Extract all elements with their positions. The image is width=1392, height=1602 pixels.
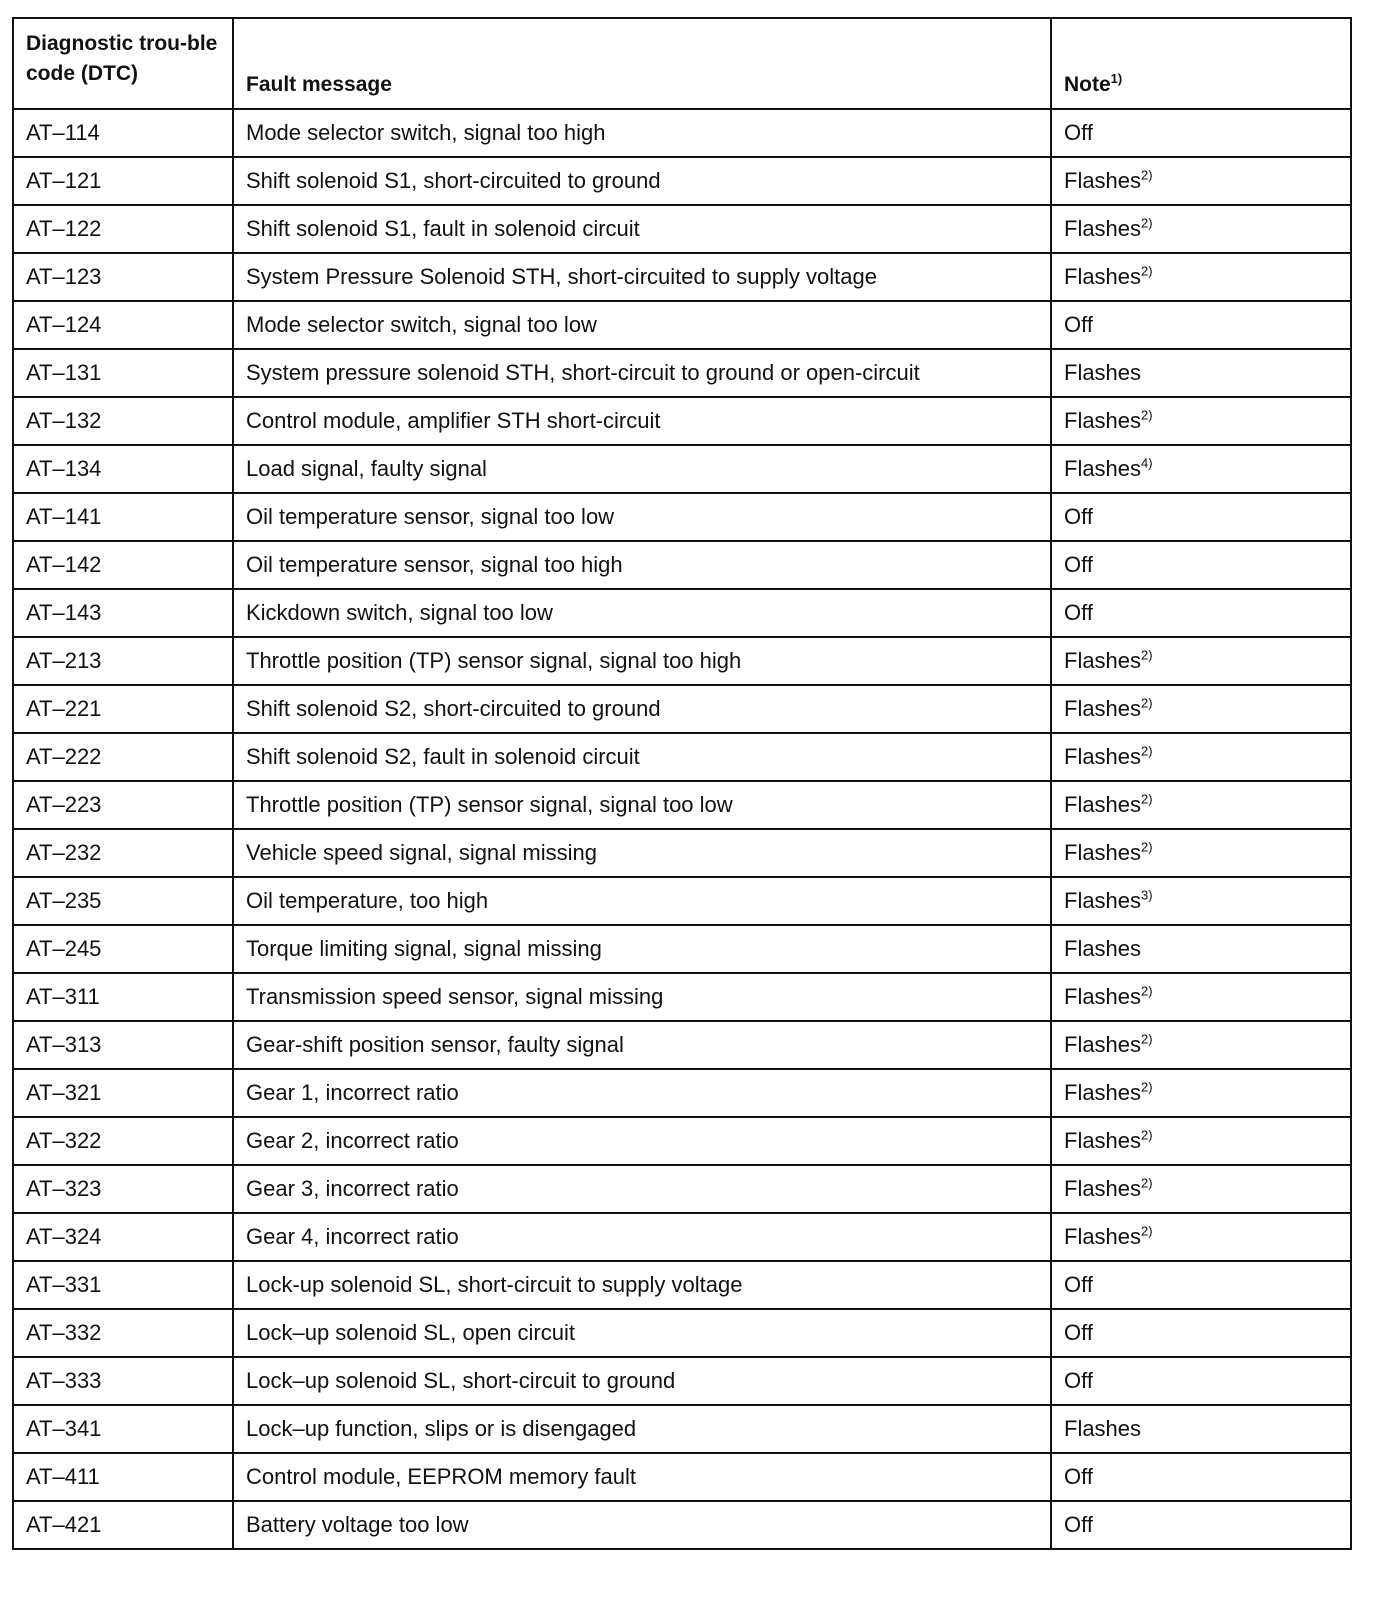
note-cell [1051,685,1351,733]
header-note-footnote: 1) [1110,71,1123,86]
note-footnote: 2) [1141,215,1153,231]
dtc-code-cell: AT–232 [13,829,233,877]
note-cell [1051,1165,1351,1213]
table-row [13,541,1351,589]
dtc-code-cell: AT–321 [13,1069,233,1117]
note-cell [1051,733,1351,781]
table-row [13,1453,1351,1501]
dtc-code-cell: AT–131 [13,349,233,397]
note-text: Off [1064,1320,1093,1345]
note-cell [1051,1213,1351,1261]
fault-message-cell: Gear 4, incorrect ratio [233,1213,1051,1261]
note-footnote: 2) [1141,983,1153,999]
dtc-code-cell: AT–322 [13,1117,233,1165]
note-cell [1051,301,1351,349]
table-row [13,829,1351,877]
note-cell [1051,637,1351,685]
dtc-code-cell: AT–311 [13,973,233,1021]
note-text: Flashes [1064,936,1142,961]
note-footnote: 2) [1141,791,1153,807]
fault-message-cell: Throttle position (TP) sensor signal, signal too low [233,781,1051,829]
dtc-code-cell: AT–223 [13,781,233,829]
fault-message-cell: Oil temperature sensor, signal too high [233,541,1051,589]
note-cell [1051,493,1351,541]
fault-message-cell: Shift solenoid S2, fault in solenoid circuit [233,733,1051,781]
note-cell [1051,877,1351,925]
note-cell [1051,1405,1351,1453]
dtc-code-cell: AT–122 [13,205,233,253]
fault-message-cell: Shift solenoid S1, fault in solenoid circuit [233,205,1051,253]
fault-message-cell: Transmission speed sensor, signal missing [233,973,1051,1021]
fault-message-cell: Lock–up solenoid SL, open circuit [233,1309,1051,1357]
table-row [13,397,1351,445]
dtc-code-cell: AT–141 [13,493,233,541]
note-footnote: 2) [1141,167,1153,183]
table-row [13,877,1351,925]
note-text: Flashes [1064,1128,1142,1153]
table-row [13,109,1351,157]
table-row [13,253,1351,301]
note-text: Flashes [1064,792,1142,817]
table-row [13,637,1351,685]
note-cell [1051,541,1351,589]
dtc-code-cell: AT–323 [13,1165,233,1213]
note-footnote: 3) [1141,887,1153,903]
fault-message-cell: Lock-up solenoid SL, short-circuit to supply voltage [233,1261,1051,1309]
dtc-code-cell: AT–331 [13,1261,233,1309]
fault-message-cell: Torque limiting signal, signal missing [233,925,1051,973]
note-text: Off [1064,1272,1093,1297]
note-text: Off [1064,1368,1093,1393]
dtc-code-cell: AT–332 [13,1309,233,1357]
note-text: Flashes [1064,456,1142,481]
note-footnote: 2) [1141,695,1153,711]
table-row [13,1357,1351,1405]
table-row [13,1501,1351,1549]
fault-message-cell: Gear 2, incorrect ratio [233,1117,1051,1165]
table-row [13,973,1351,1021]
note-cell [1051,781,1351,829]
header-row [13,18,1351,109]
fault-message-cell: Vehicle speed signal, signal missing [233,829,1051,877]
fault-message-cell: Control module, amplifier STH short-circuit [233,397,1051,445]
note-footnote: 2) [1141,263,1153,279]
note-text: Off [1064,1512,1093,1537]
note-text: Off [1064,1464,1093,1489]
note-cell [1051,109,1351,157]
table-row [13,445,1351,493]
table-row [13,1021,1351,1069]
table-row [13,1405,1351,1453]
note-cell [1051,205,1351,253]
note-text: Flashes [1064,984,1142,1009]
note-footnote: 4) [1141,455,1153,471]
dtc-code-cell: AT–235 [13,877,233,925]
note-text: Flashes [1064,744,1142,769]
note-text: Off [1064,600,1093,625]
note-text: Off [1064,552,1093,577]
note-text: Flashes [1064,1416,1142,1441]
fault-message-cell: Lock–up function, slips or is disengaged [233,1405,1051,1453]
header-fault-message: Fault message [233,18,1051,109]
note-text: Flashes [1064,1032,1142,1057]
table-row [13,205,1351,253]
table-row [13,589,1351,637]
note-text: Flashes [1064,408,1142,433]
note-footnote: 2) [1141,407,1153,423]
note-text: Flashes [1064,264,1142,289]
table-body [13,109,1351,1549]
note-cell [1051,829,1351,877]
note-text: Flashes [1064,648,1142,673]
note-text: Off [1064,120,1093,145]
note-cell [1051,1501,1351,1549]
dtc-code-cell: AT–313 [13,1021,233,1069]
note-text: Flashes [1064,1176,1142,1201]
fault-message-cell: Battery voltage too low [233,1501,1051,1549]
dtc-code-cell: AT–213 [13,637,233,685]
table-row [13,157,1351,205]
note-cell [1051,397,1351,445]
note-text: Flashes [1064,1224,1142,1249]
fault-message-cell: Shift solenoid S2, short-circuited to ground [233,685,1051,733]
note-text: Flashes [1064,168,1142,193]
dtc-code-cell: AT–134 [13,445,233,493]
fault-message-cell: Kickdown switch, signal too low [233,589,1051,637]
table-row [13,1261,1351,1309]
fault-message-cell: System pressure solenoid STH, short-circuit to ground or open-circuit [233,349,1051,397]
fault-message-cell: Load signal, faulty signal [233,445,1051,493]
table-row [13,1117,1351,1165]
note-cell [1051,589,1351,637]
note-cell [1051,1261,1351,1309]
dtc-code-cell: AT–143 [13,589,233,637]
table-header [13,18,1351,109]
table-row [13,685,1351,733]
dtc-code-cell: AT–245 [13,925,233,973]
dtc-code-cell: AT–324 [13,1213,233,1261]
note-text: Flashes [1064,360,1142,385]
table-row [13,781,1351,829]
note-cell [1051,1069,1351,1117]
fault-message-cell: Mode selector switch, signal too high [233,109,1051,157]
table-row [13,1165,1351,1213]
dtc-code-cell: AT–222 [13,733,233,781]
table-row [13,733,1351,781]
note-cell [1051,253,1351,301]
note-text: Flashes [1064,888,1142,913]
note-cell [1051,1117,1351,1165]
table-row [13,349,1351,397]
dtc-code-cell: AT–132 [13,397,233,445]
note-cell [1051,973,1351,1021]
dtc-table [12,17,1352,1550]
dtc-code-cell: AT–123 [13,253,233,301]
note-cell [1051,445,1351,493]
note-cell [1051,1309,1351,1357]
note-footnote: 2) [1141,1079,1153,1095]
dtc-code-cell: AT–341 [13,1405,233,1453]
note-footnote: 2) [1141,839,1153,855]
note-text: Flashes [1064,216,1142,241]
note-cell [1051,1357,1351,1405]
header-note [1051,18,1351,109]
fault-message-cell: Gear-shift position sensor, faulty signal [233,1021,1051,1069]
note-footnote: 2) [1141,1127,1153,1143]
note-footnote: 2) [1141,647,1153,663]
dtc-code-cell: AT–421 [13,1501,233,1549]
fault-message-cell: System Pressure Solenoid STH, short-circuited to supply voltage [233,253,1051,301]
dtc-code-cell: AT–124 [13,301,233,349]
note-text: Flashes [1064,696,1142,721]
fault-message-cell: Gear 3, incorrect ratio [233,1165,1051,1213]
note-cell [1051,925,1351,973]
note-text: Flashes [1064,840,1142,865]
fault-message-cell: Oil temperature, too high [233,877,1051,925]
header-dtc: Diagnostic trou-ble code (DTC) [13,18,233,109]
note-text: Off [1064,312,1093,337]
fault-message-cell: Shift solenoid S1, short-circuited to ground [233,157,1051,205]
note-cell [1051,349,1351,397]
note-cell [1051,157,1351,205]
fault-message-cell: Mode selector switch, signal too low [233,301,1051,349]
note-cell [1051,1453,1351,1501]
note-cell [1051,1021,1351,1069]
dtc-code-cell: AT–221 [13,685,233,733]
table-row [13,1309,1351,1357]
dtc-code-cell: AT–411 [13,1453,233,1501]
dtc-code-cell: AT–121 [13,157,233,205]
fault-message-cell: Oil temperature sensor, signal too low [233,493,1051,541]
fault-message-cell: Control module, EEPROM memory fault [233,1453,1051,1501]
table-row [13,493,1351,541]
fault-message-cell: Lock–up solenoid SL, short-circuit to ground [233,1357,1051,1405]
note-text: Flashes [1064,1080,1142,1105]
dtc-code-cell: AT–142 [13,541,233,589]
table-row [13,925,1351,973]
note-footnote: 2) [1141,743,1153,759]
note-text: Off [1064,504,1093,529]
dtc-code-cell: AT–333 [13,1357,233,1405]
dtc-code-cell: AT–114 [13,109,233,157]
note-footnote: 2) [1141,1031,1153,1047]
note-footnote: 2) [1141,1223,1153,1239]
note-footnote: 2) [1141,1175,1153,1191]
table-row [13,1069,1351,1117]
header-note-label: Note [1064,73,1111,96]
fault-message-cell: Throttle position (TP) sensor signal, signal too high [233,637,1051,685]
fault-message-cell: Gear 1, incorrect ratio [233,1069,1051,1117]
table-row [13,1213,1351,1261]
table-row [13,301,1351,349]
